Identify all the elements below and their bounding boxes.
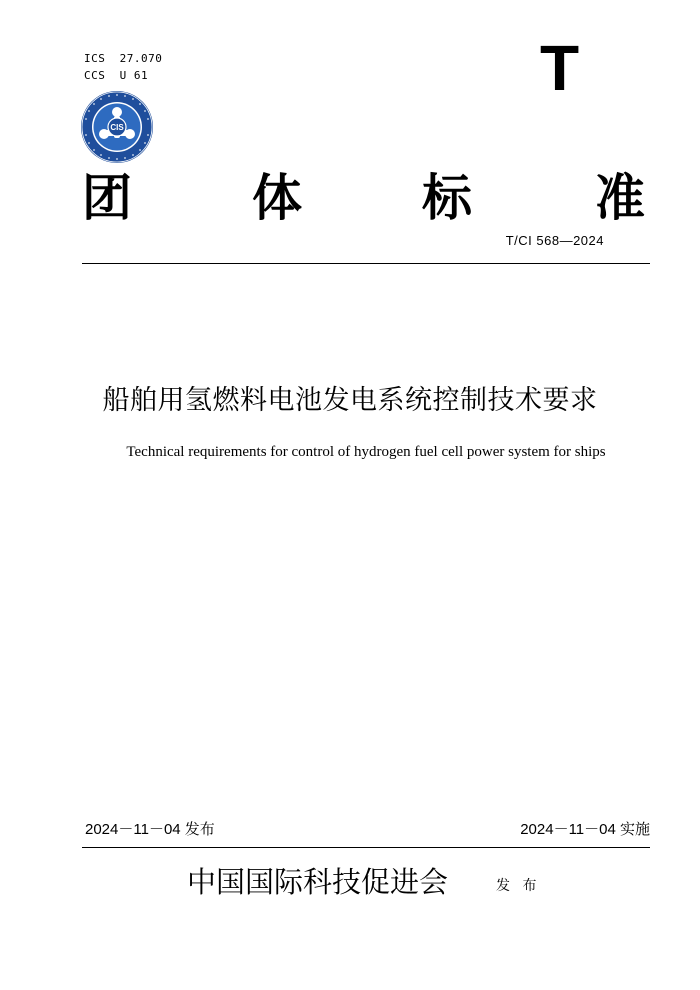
- standard-type-char-2: 体: [252, 169, 302, 227]
- bottom-divider: [82, 847, 650, 848]
- publisher-name: 中国国际科技促进会: [187, 865, 449, 899]
- classification-codes: [84, 50, 162, 84]
- publish-label: 发 布: [496, 878, 541, 894]
- logo-inner-text: CIS: [110, 123, 124, 132]
- ccs-code: CCS U 61: [84, 69, 149, 82]
- category-letter: T: [540, 32, 580, 104]
- standard-type-char-4: 准: [595, 169, 645, 227]
- ics-code: ICS 27.070: [84, 52, 163, 65]
- organization-logo: [80, 90, 154, 164]
- standard-number: T/CI 568—2024: [505, 233, 604, 248]
- title-chinese: 船舶用氢燃料电池发电系统控制技术要求: [102, 385, 598, 416]
- issue-date: 2024－11－04 发布: [85, 821, 215, 838]
- standard-type-heading: [82, 168, 650, 228]
- title-english: Technical requirements for control of hydrogen fuel cell power system for ships: [126, 444, 606, 460]
- standard-type-char-1: 团: [82, 169, 132, 227]
- implementation-date: 2024－11－04 实施: [520, 821, 650, 838]
- top-divider: [82, 263, 650, 264]
- standard-type-char-3: 标: [422, 169, 472, 227]
